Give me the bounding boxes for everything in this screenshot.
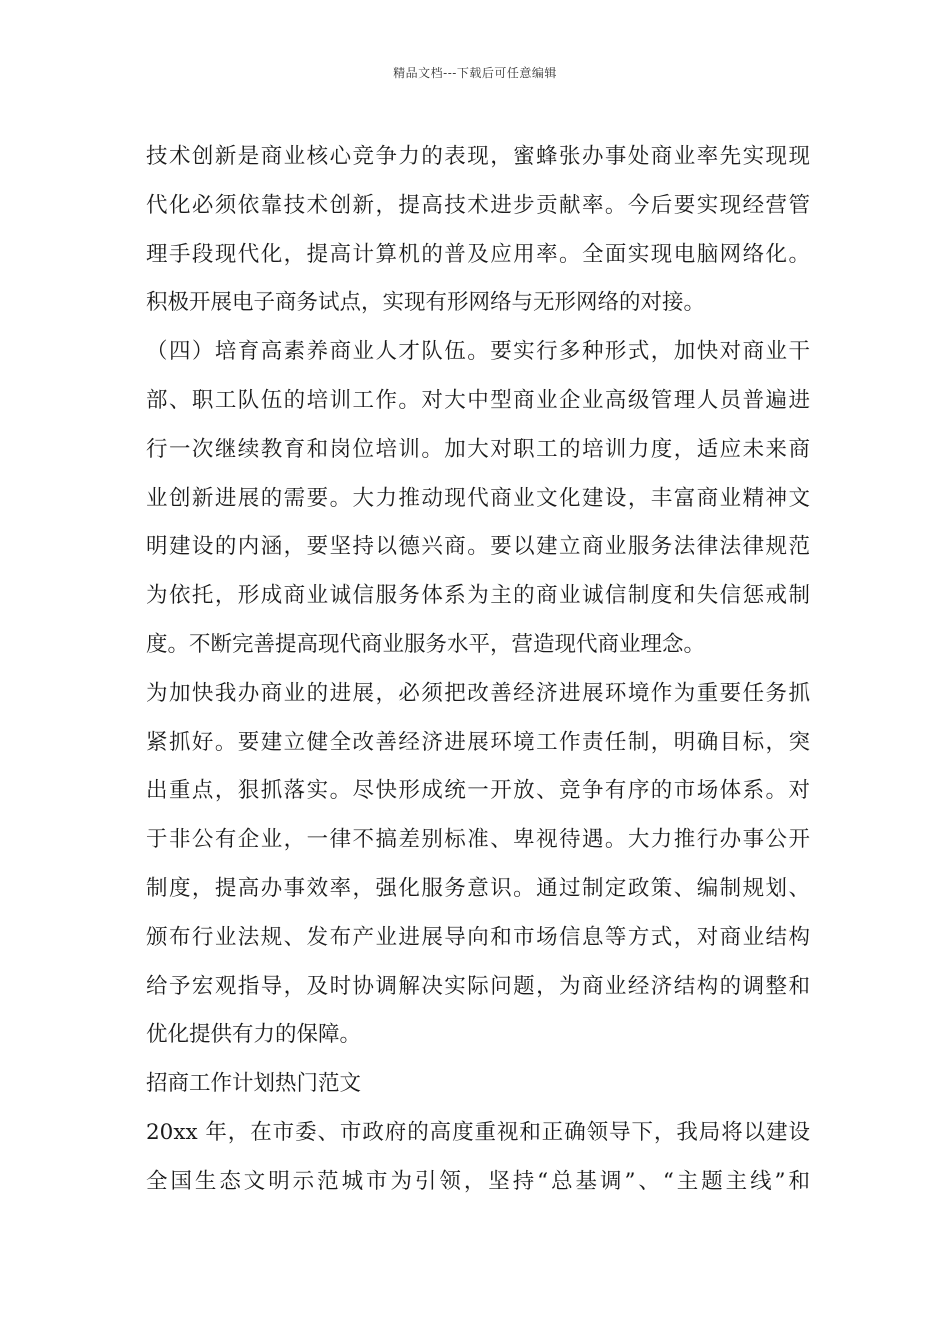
text-line: 代化必须依靠技术创新，提高技术进步贡献率。今后要实现经营管 [146, 192, 810, 218]
text-line: 优化提供有力的保障。 [146, 1022, 362, 1048]
text-line: 给予宏观指导，及时协调解决实际问题，为商业经济结构的调整和 [146, 973, 810, 999]
text-line: （四）培育高素养商业人才队伍。要实行多种形式，加快对商业干 [146, 339, 810, 365]
text-line: 为加快我办商业的进展，必须把改善经济进展环境作为重要任务抓 [146, 680, 810, 706]
text-line: 紧抓好。要建立健全改善经济进展环境工作责任制，明确目标，突 [146, 729, 810, 755]
text-line: 积极开展电子商务试点，实现有形网络与无形网络的对接。 [146, 290, 706, 316]
text-line: 于非公有企业，一律不搞差别标准、卑视待遇。大力推行办事公开 [146, 827, 810, 853]
text-line: 全国生态文明示范城市为引领，坚持“总基调”、“主题主线”和 [146, 1168, 810, 1194]
text-line: 颁布行业法规、发布产业进展导向和市场信息等方式，对商业结构 [146, 924, 810, 950]
text-line: 制度，提高办事效率，强化服务意识。通过制定政策、编制规划、 [146, 875, 810, 901]
text-line: 明建设的内涵，要坚持以德兴商。要以建立商业服务法律法律规范 [146, 534, 810, 560]
text-line: 技术创新是商业核心竞争力的表现，蜜蜂张办事处商业率先实现现 [146, 144, 810, 169]
section-heading: 招商工作计划热门范文 [146, 1071, 362, 1097]
text-line: 出重点，狠抓落实。尽快形成统一开放、竞争有序的市场体系。对 [146, 778, 810, 804]
text-line: 业创新进展的需要。大力推动现代商业文化建设，丰富商业精神文 [146, 485, 810, 511]
text-line: 20xx 年，在市委、市政府的高度重视和正确领导下，我局将以建设 [146, 1119, 810, 1145]
document-body [146, 133, 810, 1207]
text-line: 理手段现代化，提高计算机的普及应用率。全面实现电脑网络化。 [146, 241, 810, 267]
page-header: 精品文档---下载后可任意编辑 [393, 66, 557, 80]
text-line: 度。不断完善提高现代商业服务水平，营造现代商业理念。 [146, 631, 706, 657]
text-line: 行一次继续教育和岗位培训。加大对职工的培训力度，适应未来商 [146, 436, 810, 462]
text-line: 为依托，形成商业诚信服务体系为主的商业诚信制度和失信惩戒制 [146, 583, 810, 609]
text-line: 部、职工队伍的培训工作。对大中型商业企业高级管理人员普遍进 [146, 387, 810, 413]
